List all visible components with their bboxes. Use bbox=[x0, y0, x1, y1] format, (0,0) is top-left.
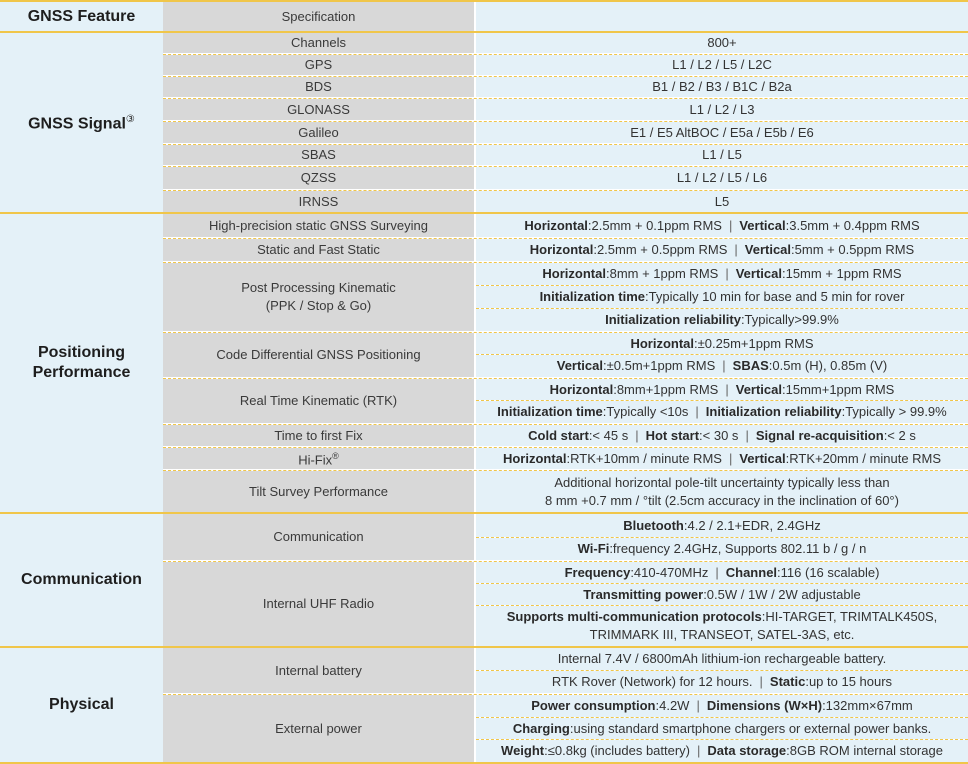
spec-text: GPS bbox=[304, 57, 333, 72]
feature-sbas bbox=[163, 145, 474, 165]
category-communication-title: Communication bbox=[21, 571, 142, 588]
row-divider bbox=[163, 262, 968, 263]
value-ttff bbox=[476, 425, 968, 446]
spec-text bbox=[528, 427, 916, 445]
value-static-fast bbox=[476, 239, 968, 261]
footnote-marker: ③ bbox=[125, 114, 135, 126]
feature-bds bbox=[163, 77, 474, 97]
subrow-divider bbox=[476, 354, 968, 355]
spec-text: :4.2W bbox=[655, 698, 690, 713]
value-charging bbox=[476, 718, 968, 739]
subrow-divider bbox=[476, 670, 968, 671]
spec-label: Signal re-acquisition bbox=[755, 427, 884, 443]
spec-text: :132mm×67mm bbox=[822, 698, 913, 713]
value-channels bbox=[476, 33, 968, 53]
spec-label: Channel bbox=[725, 564, 778, 580]
value-gps bbox=[476, 55, 968, 75]
spec-text: :410-470MHz bbox=[630, 564, 709, 580]
spec-text: :4.2 / 2.1+EDR, 2.4GHz bbox=[683, 517, 821, 533]
row-divider bbox=[163, 694, 968, 695]
category-gnss-signal-title bbox=[28, 110, 135, 134]
spec-text: :Typically 10 min for base and 5 min for rover bbox=[645, 289, 905, 304]
category-physical bbox=[0, 648, 163, 762]
row-divider bbox=[163, 76, 968, 77]
value-static-gnss bbox=[476, 214, 968, 237]
spec-text: :8mm + 1ppm RMS bbox=[605, 266, 719, 281]
value-weight-storage bbox=[476, 740, 968, 762]
feature-rtk bbox=[163, 379, 474, 423]
spec-text: :15mm + 1ppm RMS bbox=[781, 266, 902, 281]
value-qzss bbox=[476, 167, 968, 189]
spec-label: Vertical bbox=[744, 242, 792, 257]
spec-text bbox=[630, 335, 813, 353]
feature-gps bbox=[163, 55, 474, 75]
separator: | bbox=[697, 743, 701, 758]
value-wifi bbox=[476, 538, 968, 560]
spec-text: :±0.25m+1ppm RMS bbox=[694, 335, 814, 351]
spec-text: :±0.5m+1ppm RMS bbox=[603, 358, 716, 373]
feature-galileo bbox=[163, 122, 474, 143]
subrow-divider bbox=[476, 739, 968, 740]
subrow-divider bbox=[476, 717, 968, 718]
spec-text: :HI-TARGET, TRIMTALK450S, bbox=[761, 609, 938, 624]
spec-text: :8mm+1ppm RMS bbox=[613, 381, 719, 397]
category-positioning-line1: Positioning bbox=[37, 344, 126, 361]
header-specification bbox=[163, 2, 474, 31]
spec-label: Horizontal bbox=[524, 217, 588, 233]
spec-text bbox=[542, 265, 901, 283]
spec-text: 8 mm +0.7 mm / °tilt (2.5cm accuracy in the inclination of 60°) bbox=[545, 492, 899, 508]
feature-hifix bbox=[163, 448, 474, 469]
spec-text: QZSS bbox=[300, 170, 337, 185]
spec-label: Bluetooth bbox=[623, 517, 684, 533]
spec-text: :5mm + 0.5ppm RMS bbox=[791, 242, 915, 257]
feature-ttff bbox=[163, 425, 474, 446]
spec-label: Wi-Fi bbox=[577, 541, 610, 556]
row-divider bbox=[163, 378, 968, 379]
spec-label: Hot start bbox=[645, 427, 700, 443]
spec-label: Initialization time bbox=[497, 404, 603, 419]
spec-text: Channels bbox=[291, 35, 346, 50]
separator: | bbox=[722, 358, 726, 373]
section-divider bbox=[0, 512, 968, 514]
spec-label: Horizontal bbox=[502, 450, 567, 466]
row-divider bbox=[163, 238, 968, 239]
spec-text: IRNSS bbox=[298, 193, 339, 209]
spec-text: :0.5W / 1W / 2W adjustable bbox=[703, 586, 861, 602]
feature-battery bbox=[163, 648, 474, 693]
spec-text: Additional horizontal pole-tilt uncertainty typically less than bbox=[554, 474, 890, 490]
spec-text: :2.5mm + 0.1ppm RMS bbox=[587, 217, 722, 233]
spec-text bbox=[501, 742, 943, 760]
spec-text bbox=[550, 381, 895, 399]
feature-glonass bbox=[163, 99, 474, 120]
spec-text: Galileo bbox=[298, 124, 339, 140]
spec-text bbox=[557, 357, 888, 375]
row-divider bbox=[163, 447, 968, 448]
section-divider bbox=[0, 0, 968, 2]
separator: | bbox=[759, 674, 763, 689]
spec-text: GLONASS bbox=[287, 101, 350, 117]
value-irnss bbox=[476, 191, 968, 212]
spec-text: :Typically > 99.9% bbox=[841, 404, 947, 419]
spec-label: Vertical bbox=[735, 381, 782, 397]
spec-label: Horizontal bbox=[542, 266, 606, 281]
spec-text: Time to first Fix bbox=[274, 427, 363, 443]
row-divider bbox=[163, 144, 968, 145]
row-divider bbox=[163, 332, 968, 333]
value-ppk-init-time bbox=[476, 286, 968, 308]
section-divider bbox=[0, 212, 968, 214]
value-hifix bbox=[476, 448, 968, 469]
spec-text: Static and Fast Static bbox=[257, 242, 380, 257]
spec-text: Post Processing Kinematic bbox=[241, 280, 396, 295]
feature-uhf bbox=[163, 562, 474, 646]
spec-text: :RTK+20mm / minute RMS bbox=[785, 450, 942, 466]
spec-text: GNSS Signal bbox=[28, 115, 126, 133]
spec-label: Initialization reliability bbox=[605, 312, 741, 327]
spec-text bbox=[503, 450, 941, 468]
feature-qzss bbox=[163, 167, 474, 189]
subrow-divider bbox=[476, 583, 968, 584]
spec-label: Horizontal bbox=[630, 335, 695, 351]
row-divider bbox=[163, 98, 968, 99]
separator: | bbox=[728, 450, 733, 466]
separator: | bbox=[725, 266, 729, 281]
value-sbas bbox=[476, 145, 968, 165]
spec-text: Internal 7.4V / 6800mAh lithium-ion rechargeable battery. bbox=[557, 651, 887, 666]
spec-text: BDS bbox=[305, 79, 332, 94]
spec-text: B1 / B2 / B3 / B1C / B2a bbox=[652, 79, 792, 94]
spec-text: :Typically>99.9% bbox=[740, 312, 839, 327]
section-divider bbox=[0, 31, 968, 33]
spec-text bbox=[530, 241, 914, 259]
spec-label: SBAS bbox=[732, 358, 769, 373]
spec-text: Real Time Kinematic (RTK) bbox=[239, 393, 398, 408]
spec-text: SBAS bbox=[301, 147, 336, 162]
spec-text bbox=[605, 311, 839, 329]
row-divider bbox=[163, 121, 968, 122]
spec-label: Charging bbox=[512, 720, 570, 736]
spec-text: L1 / L5 bbox=[702, 147, 742, 162]
spec-text bbox=[623, 517, 821, 535]
spec-label: Supports multi-communication protocols bbox=[506, 609, 762, 624]
value-galileo bbox=[476, 122, 968, 143]
separator: | bbox=[728, 217, 733, 233]
spec-text: :using standard smartphone chargers or external power banks. bbox=[569, 720, 932, 736]
header-specification-label: Specification bbox=[281, 8, 356, 24]
value-rtk-accuracy bbox=[476, 379, 968, 400]
feature-static-fast bbox=[163, 239, 474, 261]
spec-label: Transmitting power bbox=[583, 586, 704, 602]
spec-text: L1 / L2 / L3 bbox=[689, 101, 755, 117]
spec-text bbox=[565, 564, 880, 582]
spec-label: Weight bbox=[501, 743, 545, 758]
value-bds bbox=[476, 77, 968, 97]
feature-ppk bbox=[163, 263, 474, 331]
row-divider bbox=[163, 561, 968, 562]
header-feature-label: GNSS Feature bbox=[27, 7, 136, 25]
category-physical-title: Physical bbox=[49, 696, 114, 713]
value-code-diff-v bbox=[476, 355, 968, 377]
spec-label: Vertical bbox=[735, 266, 782, 281]
spec-text: :< 2 s bbox=[883, 427, 916, 443]
spec-label: Horizontal bbox=[549, 381, 614, 397]
spec-text: Code Differential GNSS Positioning bbox=[216, 347, 421, 362]
spec-text: :0.5m (H), 0.85m (V) bbox=[768, 358, 888, 373]
feature-code-diff bbox=[163, 333, 474, 377]
spec-text: L1 / L2 / L5 / L6 bbox=[676, 170, 768, 185]
feature-communication bbox=[163, 514, 474, 560]
spec-label: Data storage bbox=[707, 743, 787, 758]
subrow-divider bbox=[476, 400, 968, 401]
value-ppk-init-reliability bbox=[476, 309, 968, 331]
row-divider bbox=[163, 190, 968, 191]
spec-text: High-precision static GNSS Surveying bbox=[209, 217, 428, 233]
row-divider bbox=[163, 470, 968, 471]
spec-text bbox=[552, 673, 892, 691]
subrow-divider bbox=[476, 537, 968, 538]
spec-text bbox=[298, 447, 339, 469]
spec-text: :15mm+1ppm RMS bbox=[782, 381, 895, 397]
spec-text: :≤0.8kg (includes battery) bbox=[544, 743, 691, 758]
separator: | bbox=[635, 427, 639, 443]
category-positioning bbox=[0, 214, 163, 512]
value-ppk-accuracy bbox=[476, 263, 968, 285]
spec-text: Hi-Fix bbox=[298, 452, 333, 468]
spec-text: :< 45 s bbox=[588, 427, 629, 443]
spec-label: Vertical bbox=[739, 450, 786, 466]
spec-text: External power bbox=[275, 720, 362, 736]
category-gnss-signal bbox=[0, 33, 163, 212]
spec-label: Dimensions (W×H) bbox=[706, 698, 823, 713]
spec-text: :116 (16 scalable) bbox=[777, 564, 880, 580]
spec-text: :8GB ROM internal storage bbox=[786, 743, 943, 758]
feature-tilt bbox=[163, 471, 474, 512]
spec-label: Initialization time bbox=[539, 289, 646, 304]
spec-text bbox=[513, 720, 931, 738]
separator: | bbox=[715, 564, 719, 580]
subrow-divider bbox=[476, 605, 968, 606]
spec-text: :2.5mm + 0.5ppm RMS bbox=[593, 242, 728, 257]
spec-label: Cold start bbox=[528, 427, 589, 443]
spec-label: Power consumption bbox=[531, 698, 656, 713]
spec-label: Static bbox=[769, 674, 806, 689]
spec-text: :frequency 2.4GHz, Supports 802.11 b / g / n bbox=[609, 541, 867, 556]
feature-static-gnss bbox=[163, 214, 474, 237]
separator: | bbox=[725, 381, 729, 397]
category-communication bbox=[0, 514, 163, 646]
spec-label: Frequency bbox=[564, 564, 631, 580]
value-uhf-protocols bbox=[476, 606, 968, 646]
spec-text bbox=[540, 288, 905, 306]
spec-text bbox=[524, 217, 919, 235]
row-divider bbox=[163, 54, 968, 55]
spec-text: Tilt Survey Performance bbox=[249, 483, 388, 499]
spec-label: Vertical bbox=[739, 217, 786, 233]
header-feature bbox=[0, 2, 163, 31]
spec-text: L5 bbox=[714, 193, 730, 209]
spec-text: (PPK / Stop & Go) bbox=[265, 298, 372, 313]
spec-text: :< 30 s bbox=[699, 427, 739, 443]
spec-text bbox=[578, 540, 867, 558]
value-uhf-frequency bbox=[476, 562, 968, 583]
separator: | bbox=[734, 242, 738, 257]
feature-external-power bbox=[163, 695, 474, 762]
header-value-blank bbox=[476, 2, 968, 31]
value-rtk-init bbox=[476, 401, 968, 423]
spec-text bbox=[531, 697, 912, 715]
row-divider bbox=[163, 166, 968, 167]
value-glonass bbox=[476, 99, 968, 120]
feature-irnss bbox=[163, 191, 474, 212]
category-positioning-line2: Performance bbox=[32, 364, 131, 381]
spec-text: :3.5mm + 0.4ppm RMS bbox=[785, 217, 920, 233]
value-code-diff-h bbox=[476, 333, 968, 354]
spec-text: Communication bbox=[273, 529, 364, 544]
value-power-consumption bbox=[476, 695, 968, 717]
row-divider bbox=[163, 424, 968, 425]
spec-text bbox=[583, 586, 860, 604]
spec-text: Internal battery bbox=[275, 662, 362, 678]
spec-text bbox=[497, 403, 946, 421]
spec-text: L1 / L2 / L5 / L2C bbox=[672, 57, 772, 72]
value-tilt bbox=[476, 471, 968, 512]
feature-channels bbox=[163, 33, 474, 53]
subrow-divider bbox=[476, 308, 968, 309]
value-uhf-power bbox=[476, 584, 968, 605]
spec-label: Vertical bbox=[556, 358, 603, 373]
spec-text: TRIMMARK III, TRANSEOT, SATEL-3AS, etc. bbox=[589, 627, 855, 642]
spec-text: :Typically <10s bbox=[602, 404, 689, 419]
spec-text: 800+ bbox=[707, 35, 737, 50]
spec-text: RTK Rover (Network) for 12 hours. bbox=[551, 674, 753, 689]
spec-label: Initialization reliability bbox=[705, 404, 842, 419]
separator: | bbox=[745, 427, 749, 443]
spec-label: Horizontal bbox=[529, 242, 594, 257]
spec-text: :up to 15 hours bbox=[805, 674, 893, 689]
spec-text: Internal UHF Radio bbox=[262, 596, 375, 611]
spec-text: :RTK+10mm / minute RMS bbox=[566, 450, 722, 466]
separator: | bbox=[696, 698, 700, 713]
spec-text: E1 / E5 AltBOC / E5a / E5b / E6 bbox=[630, 124, 814, 140]
value-battery-runtime bbox=[476, 671, 968, 693]
spec-text bbox=[507, 608, 938, 626]
separator: | bbox=[695, 404, 699, 419]
value-battery bbox=[476, 648, 968, 670]
section-divider bbox=[0, 646, 968, 648]
subrow-divider bbox=[476, 285, 968, 286]
value-bluetooth bbox=[476, 514, 968, 537]
registered-mark: ® bbox=[332, 451, 339, 462]
